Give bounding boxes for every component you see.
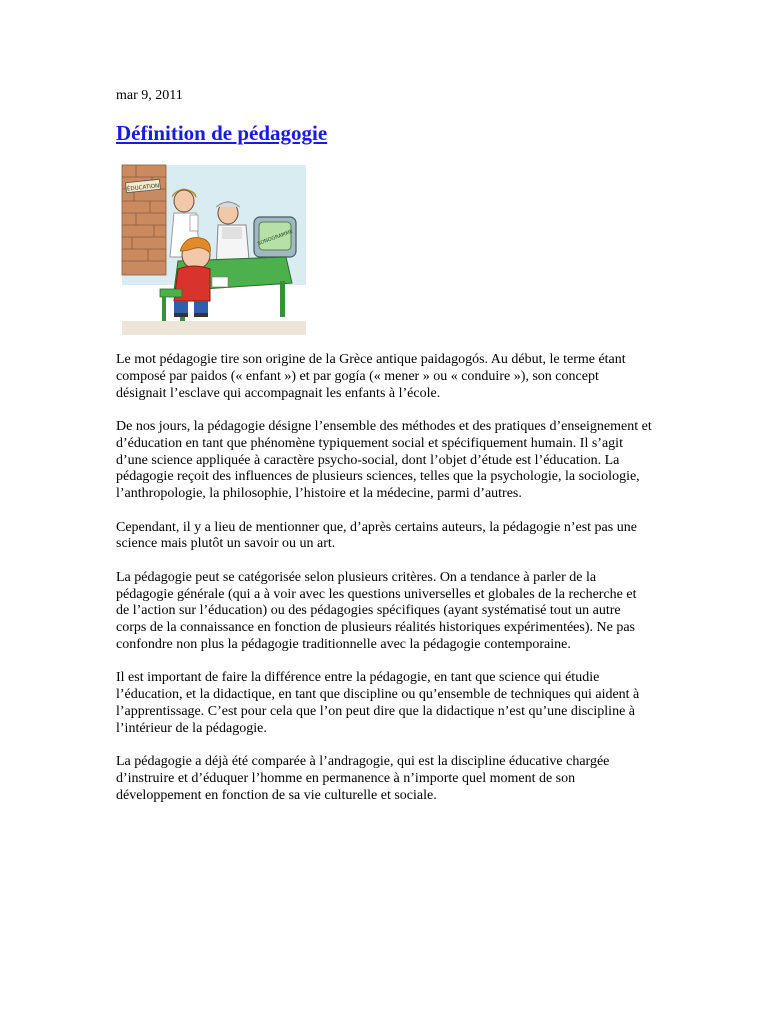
post-date: mar 9, 2011 bbox=[116, 88, 183, 103]
paragraph: De nos jours, la pédagogie désigne l’ensemble des méthodes et des pratiques d’enseignement et d’éducation en tant que phénomène typiquement social et spécifiquement humain. Il s’agit d’une science appliquée à caractère psycho-social, dont l’objet d’étude est l’éducation. La pédagogie reçoit des influences de plusieurs sciences, telles que la psychologie, la sociologie, l’anthropologie, la philosophie, l’histoire et la médecine, parmi d’autres. bbox=[116, 418, 652, 502]
paragraph: Le mot pédagogie tire son origine de la Grèce antique paidagogós. Au début, le terme étant composé par paidos (« enfant ») et par gogía (« mener » ou « conduire »), son concept désignait l’esclave qui accompagnait les enfants à l’école. bbox=[116, 352, 626, 401]
paragraph: Cependant, il y a lieu de mentionner que, d’après certains auteurs, la pédagogie n’est pas une science mais plutôt un savoir ou un art. bbox=[116, 519, 637, 552]
blog-post bbox=[116, 86, 652, 821]
paragraph: La pédagogie a déjà été comparée à l’andragogie, qui est la discipline éducative chargée d’instruire et d’éduquer l’homme en permanence à n’importe quel moment de son développement en fonction de sa vie culturelle et sociale. bbox=[116, 754, 610, 803]
post-title bbox=[116, 120, 652, 146]
post-title-link[interactable]: Définition de pédagogie bbox=[116, 121, 328, 145]
pedagogy-cartoon-illustration bbox=[116, 161, 312, 339]
illustration-sign-text: ÉDUCATION bbox=[126, 183, 160, 193]
paragraph: Il est important de faire la différence entre la pédagogie, en tant que science qui étudie l’éducation, et la didactique, en tant que discipline ou qu’ensemble de techniques qui aident à l’apprentissage. C’est pour cela que l’on peut dire que la didactique n’est qu’une discipline à l’intérieur de la pédagogie. bbox=[116, 670, 640, 736]
post-body bbox=[116, 352, 652, 805]
paragraph: La pédagogie peut se catégorisée selon plusieurs critères. On a tendance à parler de la pédagogie générale (qui a à voir avec les questions universelles et globales de la recherche et de l’action sur l’éducation) ou des pédagogies spécifiques (ayant systématisé tout un autre corps de la connaissance en fonction de plusieurs réalités historiques expérimentées). Ne pas confondre non plus la pédagogie traditionnelle avec la pédagogie contemporaine. bbox=[116, 569, 637, 652]
illustration-screen-text: SONOGRAMME bbox=[256, 228, 294, 248]
sonogram-monitor bbox=[254, 217, 296, 263]
